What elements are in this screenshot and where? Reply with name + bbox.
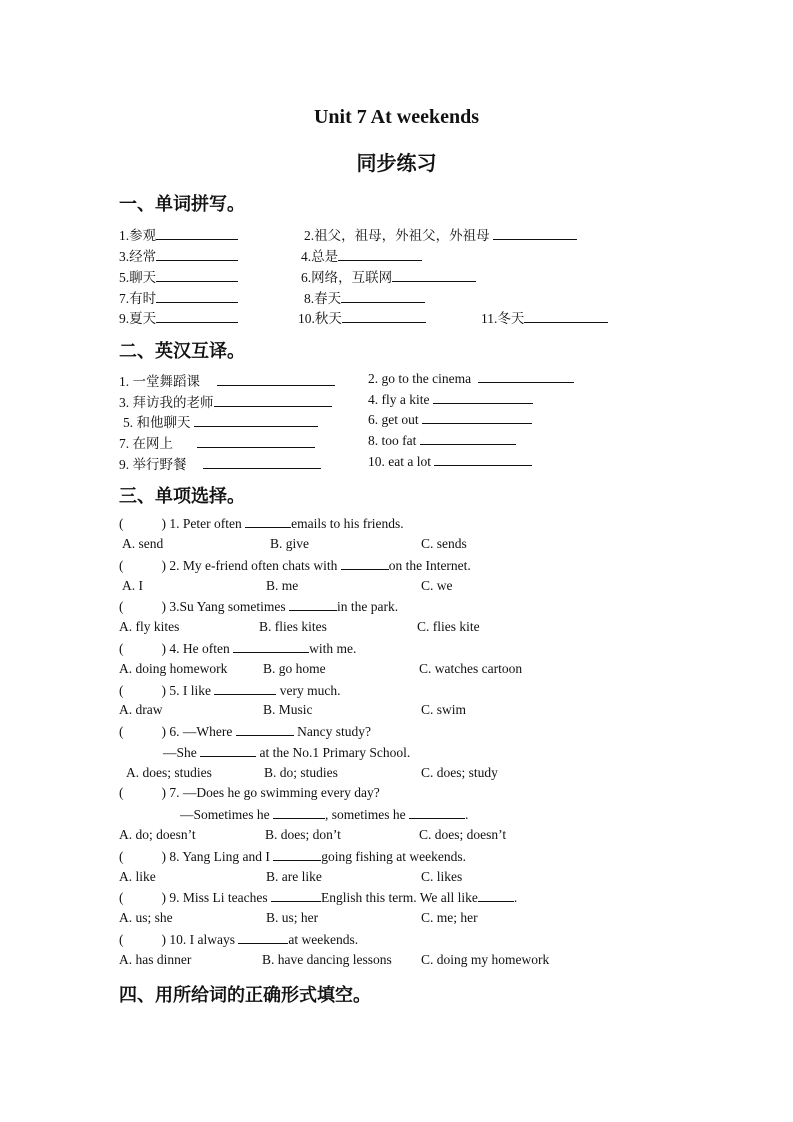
question: ( ) 10. I always at weekends. [119,932,359,947]
answer-blank[interactable] [238,931,288,944]
list-item: 7.有时 [119,287,238,307]
answer-blank[interactable] [392,269,476,282]
page-title: Unit 7 At weekends [313,106,479,128]
question: ( ) 7. —Does he go swimming every day? [119,785,380,800]
option[interactable]: C. does; doesn’t [419,827,507,842]
answer-blank[interactable] [156,248,238,261]
list-item: 9.夏天 [119,307,238,327]
list-item: 6.网络，互联网 [301,266,476,286]
question-line: —She at the No.1 Primary School. [163,745,411,760]
option[interactable]: C. does; study [421,765,498,780]
option[interactable]: B. us; her [266,910,319,925]
list-item: 8. too fat [368,432,516,449]
answer-blank[interactable] [342,310,426,323]
answer-blank[interactable] [200,744,256,757]
question: ( ) 6. —Where Nancy study? [119,724,371,739]
section-heading: 一、单词拼写。 [119,194,245,215]
list-item: 8.春天 [304,287,425,307]
list-item: 11.冬天 [481,307,608,327]
question: ( ) 4. He often with me. [119,641,357,656]
answer-blank[interactable] [524,310,608,323]
answer-blank[interactable] [203,456,321,469]
answer-blank[interactable] [233,640,309,653]
question-line: —Sometimes he , sometimes he . [180,807,469,822]
option[interactable]: C. flies kite [417,619,480,634]
list-item: 7. 在网上 [119,432,315,452]
answer-blank[interactable] [409,806,465,819]
question: ( ) 9. Miss Li teaches English this term. We all like . [119,890,518,905]
question: ( ) 1. Peter often emails to his friends. [119,516,404,531]
option[interactable]: B. give [270,536,309,551]
answer-blank[interactable] [156,227,238,240]
option[interactable]: C. me; her [421,910,478,925]
option[interactable]: B. Music [263,702,313,717]
list-item: 4.总是 [301,245,422,265]
option[interactable]: B. flies kites [259,619,327,634]
list-item: 1. 一堂舞蹈课 [119,370,335,390]
answer-blank[interactable] [341,290,425,303]
answer-blank[interactable] [245,515,291,528]
list-item: 4. fly a kite [368,391,533,408]
answer-blank[interactable] [214,394,332,407]
option[interactable]: C. doing my homework [421,952,550,967]
list-item: 10. eat a lot [368,453,532,470]
answer-blank[interactable] [493,227,577,240]
option[interactable]: B. are like [266,869,322,884]
answer-blank[interactable] [217,373,335,386]
list-item: 6. get out [368,411,532,428]
list-item: 3.经常 [119,245,238,265]
list-item: 2. go to the cinema [368,370,574,387]
list-item: 5.聊天 [119,266,238,286]
answer-blank[interactable] [273,848,321,861]
list-item: 10.秋天 [298,307,426,327]
list-item: 1.参观 [119,224,238,244]
answer-blank[interactable] [478,889,514,902]
option[interactable]: C. likes [421,869,463,884]
list-item: 9. 举行野餐 [119,453,321,473]
answer-blank[interactable] [289,598,337,611]
page-subtitle: 同步练习 [356,153,437,175]
answer-blank[interactable] [478,370,574,383]
question: ( ) 2. My e-friend often chats with on the Internet. [119,558,471,573]
option[interactable]: C. watches cartoon [419,661,523,676]
answer-blank[interactable] [273,806,325,819]
question: ( ) 5. I like very much. [119,683,341,698]
option[interactable]: A. fly kites [119,619,180,634]
option[interactable]: C. we [421,578,453,593]
section-heading: 四、用所给词的正确形式填空。 [119,985,371,1006]
answer-blank[interactable] [434,453,532,466]
answer-blank[interactable] [156,269,238,282]
option[interactable]: C. sends [421,536,467,551]
section-heading: 二、英汉互译。 [119,341,245,362]
option[interactable]: B. have dancing lessons [262,952,392,967]
list-item: 3. 拜访我的老师 [119,391,332,411]
answer-blank[interactable] [197,435,315,448]
answer-blank[interactable] [338,248,422,261]
list-item: 2.祖父，祖母，外祖父，外祖母 [304,224,577,244]
answer-blank[interactable] [236,723,294,736]
section-heading: 三、单项选择。 [119,486,245,507]
option[interactable]: A. draw [119,702,163,717]
option[interactable]: B. go home [263,661,326,676]
question: ( ) 8. Yang Ling and I going fishing at weekends. [119,849,466,864]
option[interactable]: B. me [266,578,299,593]
answer-blank[interactable] [156,290,238,303]
question: ( ) 3.Su Yang sometimes in the park. [119,599,399,614]
option[interactable]: A. has dinner [119,952,192,967]
option[interactable]: B. do; studies [264,765,338,780]
answer-blank[interactable] [214,682,276,695]
option[interactable]: C. swim [421,702,467,717]
option[interactable]: B. does; don’t [265,827,341,842]
answer-blank[interactable] [420,432,516,445]
option[interactable]: A. does; studies [126,765,212,780]
answer-blank[interactable] [433,391,533,404]
option[interactable]: A. doing homework [119,661,228,676]
answer-blank[interactable] [422,411,532,424]
answer-blank[interactable] [341,557,389,570]
option[interactable]: A. like [119,869,156,884]
option[interactable]: A. do; doesn’t [119,827,196,842]
list-item: 5. 和他聊天 [123,411,318,431]
answer-blank[interactable] [271,889,321,902]
answer-blank[interactable] [194,414,318,427]
option[interactable]: A. us; she [119,910,173,925]
option[interactable]: A. send [122,536,164,551]
option[interactable]: A. I [122,578,143,593]
answer-blank[interactable] [156,310,238,323]
